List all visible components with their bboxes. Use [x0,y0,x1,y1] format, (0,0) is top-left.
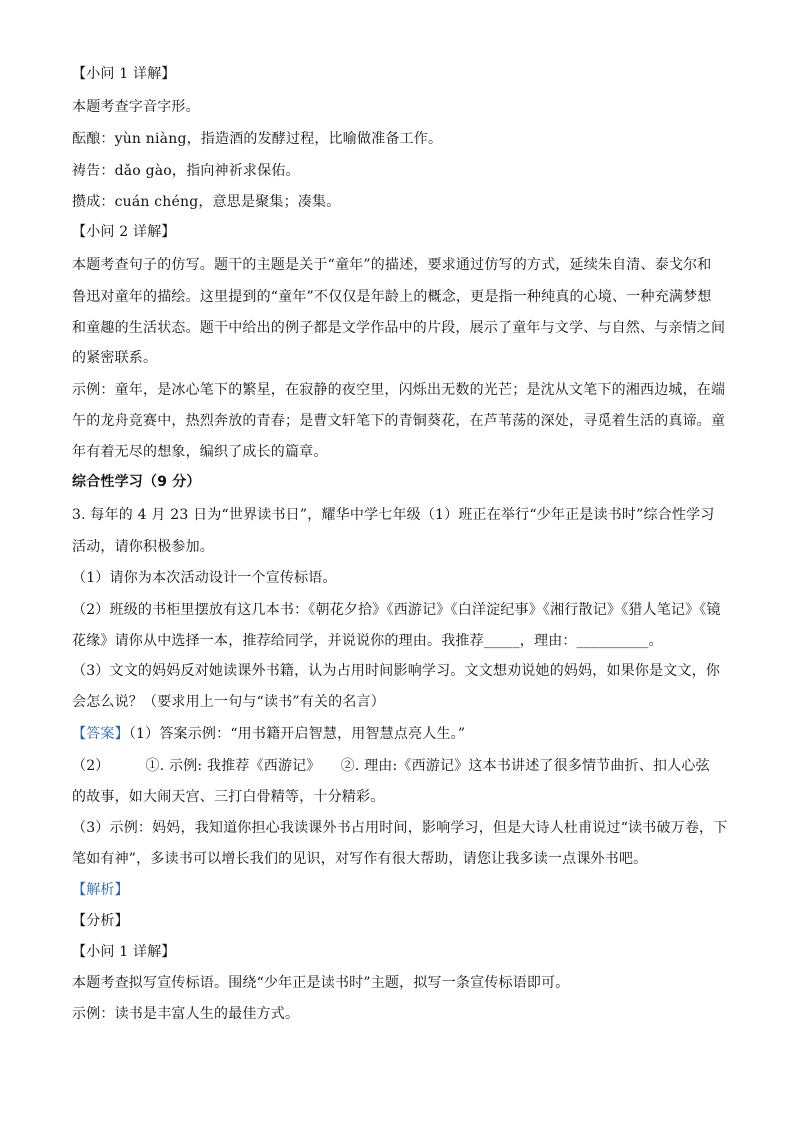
text-line: 本题考查字音字形。 [72,99,200,115]
text-line: （3）文文的妈妈反对她读课外书籍，认为占用时间影响学习。文文想劝说她的妈妈，如果你是文文，你 [72,663,721,679]
text-line: 本题考查句子的仿写。题干的主题是关于“童年”的描述，要求通过仿写的方式，延续朱自清、泰戈尔和 [72,257,712,273]
answer-prefix: （2） [72,758,110,774]
text-line: 笔如有神”，多读书可以增长我们的见识，对写作有很大帮助，请您让我多读一点课外书吧。 [72,851,648,867]
answer-part-2: . 理由:《西游记》这本书讲述了很多情节曲折、扣人心弦 [354,758,710,774]
text-line: 鲁迅对童年的描绘。这里提到的“童年”不仅仅是年龄上的概念，更是指一种纯真的心境、一种充满梦想 [72,289,712,305]
text-line: 酝酿：yùn niàng，指造酒的发酵过程，比喻做准备工作。 [72,131,443,147]
text-line: 午的龙舟竞赛中，热烈奔放的青春；是曹文轩笔下的青铜葵花，在芦苇荡的深处，寻觅着生活的真谛。童 [72,413,726,429]
question-3-line: 3. 每年的 4 月 23 日为“世界读书日”，耀华中学七年级（1）班正在举行“少年正是读书时”综合性学习 [72,507,715,523]
answer-line [72,724,465,744]
subquestion-1-heading: 【小问 1 详解】 [72,66,176,82]
text-line: 年有着无尽的想象，编织了成长的篇章。 [72,444,328,460]
text-line: 的紧密联系。 [72,350,158,366]
section-heading: 综合性学习（9 分） [72,474,201,490]
answer-part-1: . 示例: 我推荐《西游记》 [159,758,321,774]
text-line: 会怎么说？（要求用上一句与“读书”有关的名言） [72,694,385,710]
text-line: （2）班级的书柜里摆放有这几本书：《朝花夕拾》《西游记》《白洋淀纪事》《湘行散记》《猎人笔记》《镜 [72,602,721,618]
text-line: 花缘》请你从中选择一本，推荐给同学，并说说你的理由。我推荐_____，理由：__________。 [72,633,663,649]
number-1: ① [145,758,160,774]
text-line: （1）请你为本次活动设计一个宣传标语。 [72,570,337,586]
text-line: 祷告：dǎo gào，指向神祈求保佑。 [72,163,300,179]
text-line: 本题考查拟写宣传标语。围绕“少年正是读书时”主题，拟写一条宣传标语即可。 [72,975,570,991]
text-line: （3）示例：妈妈，我知道你担心我读课外书占用时间，影响学习，但是大诗人杜甫说过“读书破万卷，下 [72,820,728,836]
answer-line-2 [72,756,710,776]
text-line: 示例：童年，是冰心笔下的繁星，在寂静的夜空里，闪烁出无数的光芒；是沈从文笔下的湘西边城，在端 [72,382,726,398]
text-line: 示例：读书是丰富人生的最佳方式。 [72,1006,300,1022]
analysis-heading: 【分析】 [72,913,129,929]
answer-tag: 【答案】 [72,726,129,742]
text-line: 的故事，如大闹天宫、三打白骨精等，十分精彩。 [72,789,385,805]
text-line: 攒成：cuán chéng，意思是聚集；凑集。 [72,194,341,210]
subquestion-2-heading: 【小问 2 详解】 [72,224,176,240]
answer-text: （1）答案示例：“用书籍开启智慧，用智慧点亮人生。” [128,726,466,742]
text-line: 活动，请你积极参加。 [72,539,214,555]
subquestion-1-heading: 【小问 1 详解】 [72,944,176,960]
analysis-tag: 【解析】 [72,882,129,898]
text-line: 和童趣的生活状态。题干中给出的例子都是文学作品中的片段，展示了童年与文学、与自然、与亲情之间 [72,320,726,336]
number-2: ② [340,758,355,774]
